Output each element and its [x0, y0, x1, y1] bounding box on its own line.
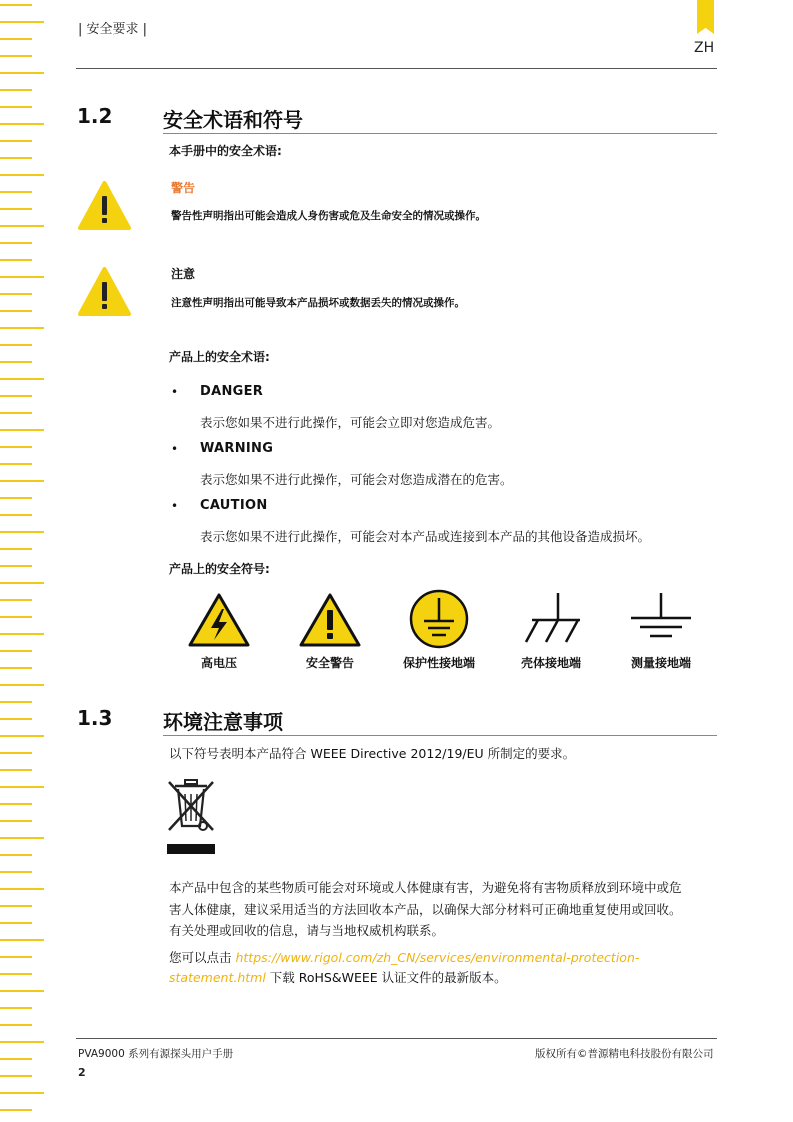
- term-warning-desc: 表示您如果不进行此操作，可能会对您造成潜在的危害。: [200, 472, 513, 487]
- term-danger-desc: 表示您如果不进行此操作，可能会立即对您造成危害。: [200, 415, 501, 430]
- download-prefix: 您可以点击: [169, 950, 236, 965]
- margin-stripe: [0, 429, 44, 431]
- page-number: 2: [78, 1066, 86, 1079]
- symbol-label: 高电压: [200, 656, 237, 670]
- margin-stripe: [0, 514, 32, 516]
- margin-stripe: [0, 225, 44, 227]
- margin-stripe: [0, 1024, 32, 1026]
- margin-stripe: [0, 905, 32, 907]
- warning-triangle-icon: [77, 180, 132, 232]
- footer-divider: [76, 1038, 717, 1039]
- margin-stripe: [0, 939, 44, 941]
- warning-title: 警告: [171, 181, 196, 195]
- language-tab-marker: [697, 0, 714, 34]
- margin-stripe: [0, 497, 32, 499]
- margin-stripe: [0, 786, 44, 788]
- margin-stripe: [0, 1007, 32, 1009]
- margin-stripe: [0, 701, 32, 703]
- margin-stripe: [0, 242, 32, 244]
- margin-stripe: [0, 157, 32, 159]
- margin-stripe: [0, 208, 32, 210]
- margin-stripe: [0, 735, 44, 737]
- bullet-icon: •: [171, 442, 179, 456]
- margin-stripe: [0, 1058, 32, 1060]
- margin-stripe: [0, 616, 32, 618]
- margin-stripe: [0, 293, 32, 295]
- margin-stripe: [0, 361, 32, 363]
- term-danger: DANGER: [200, 384, 264, 399]
- margin-stripe: [0, 55, 32, 57]
- margin-stripe: [0, 684, 44, 686]
- symbol-label: 测量接地端: [630, 656, 691, 670]
- margin-stripe: [0, 174, 44, 176]
- term-warning: WARNING: [200, 441, 274, 456]
- margin-stripe: [0, 837, 44, 839]
- bullet-icon: •: [171, 499, 179, 513]
- margin-stripe: [0, 191, 32, 193]
- weee-intro: 以下符号表明本产品符合 WEEE Directive 2012/19/EU 所制定的要求。: [169, 746, 576, 761]
- weee-crossed-bin-icon: [165, 778, 217, 858]
- measurement-ground-icon: [628, 590, 694, 648]
- margin-stripe: [0, 582, 44, 584]
- header-divider: [76, 68, 717, 69]
- margin-stripe: [0, 446, 32, 448]
- margin-stripe: [0, 871, 32, 873]
- env-paragraph-line: 本产品中包含的某些物质可能会对环境或人体健康有害，为避免将有害物质释放到环境中或危: [169, 880, 682, 895]
- rohs-weee-link-cont[interactable]: statement.html: [169, 970, 266, 985]
- margin-stripe: [0, 1109, 32, 1111]
- protective-earth-icon: [407, 588, 471, 650]
- margin-stripe: [0, 344, 32, 346]
- margin-stripe: [0, 599, 32, 601]
- margin-stripe: [0, 531, 44, 533]
- rohs-weee-link[interactable]: https://www.rigol.com/zh_CN/services/environmental-protection-: [235, 950, 640, 965]
- margin-stripe: [0, 752, 32, 754]
- margin-stripe: [0, 106, 32, 108]
- margin-stripe: [0, 548, 32, 550]
- margin-stripe: [0, 973, 32, 975]
- term-caution-desc: 表示您如果不进行此操作，可能会对本产品或连接到本产品的其他设备造成损坏。: [200, 529, 651, 544]
- high-voltage-icon: [187, 592, 251, 648]
- margin-stripe: [0, 718, 32, 720]
- margin-stripe: [0, 89, 32, 91]
- env-paragraph-line: 有关处理或回收的信息，请与当地权威机构联系。: [169, 923, 445, 938]
- download-suffix: 下载 RoHS&WEEE 认证文件的最新版本。: [265, 970, 507, 985]
- margin-stripe: [0, 854, 32, 856]
- language-tab-label: ZH: [694, 40, 715, 56]
- margin-stripe: [0, 650, 32, 652]
- section-number: 1.3: [77, 706, 113, 730]
- margin-stripe: [0, 922, 32, 924]
- section-number: 1.2: [77, 104, 113, 128]
- margin-stripe: [0, 480, 44, 482]
- margin-stripe: [0, 276, 44, 278]
- margin-stripe: [0, 667, 32, 669]
- header-section-title: | 安全要求 |: [78, 22, 148, 37]
- margin-stripe: [0, 259, 32, 261]
- env-paragraph-line: 害人体健康，建议采用适当的方法回收本产品，以确保大部分材料可正确地重复使用或回收。: [169, 902, 682, 917]
- symbol-label: 安全警告: [305, 656, 354, 670]
- margin-stripe: [0, 1075, 32, 1077]
- section-rule: [163, 735, 717, 736]
- margin-stripe: [0, 123, 44, 125]
- download-paragraph-line2: [169, 968, 507, 986]
- margin-stripe: [0, 1092, 44, 1094]
- symbol-label: 壳体接地端: [520, 656, 581, 670]
- section-title: 环境注意事项: [163, 710, 283, 734]
- caution-text: 注意性声明指出可能导致本产品损坏或数据丢失的情况或操作。: [171, 297, 465, 309]
- product-terms-label: 产品上的安全术语:: [169, 350, 270, 364]
- margin-stripe: [0, 38, 32, 40]
- margin-stripe: [0, 310, 32, 312]
- margin-stripe: [0, 21, 44, 23]
- margin-stripe: [0, 803, 32, 805]
- caution-triangle-icon: [77, 266, 132, 318]
- margin-stripe: [0, 395, 32, 397]
- margin-stripe: [0, 140, 32, 142]
- chassis-ground-icon: [518, 590, 584, 648]
- margin-stripes: [0, 0, 45, 1122]
- caution-title: 注意: [171, 267, 196, 281]
- product-symbols-label: 产品上的安全符号:: [169, 562, 270, 576]
- margin-stripe: [0, 4, 32, 6]
- margin-stripe: [0, 378, 44, 380]
- section-title: 安全术语和符号: [163, 108, 303, 132]
- margin-stripe: [0, 820, 32, 822]
- margin-stripe: [0, 990, 44, 992]
- download-paragraph-line1: [169, 948, 639, 966]
- margin-stripe: [0, 463, 32, 465]
- section-rule: [163, 133, 717, 134]
- bullet-icon: •: [171, 385, 179, 399]
- margin-stripe: [0, 412, 32, 414]
- warning-text: 警告性声明指出可能会造成人身伤害或危及生命安全的情况或操作。: [171, 210, 486, 222]
- margin-stripe: [0, 565, 32, 567]
- safety-warning-icon: [298, 592, 362, 648]
- margin-stripe: [0, 633, 44, 635]
- symbol-label: 保护性接地端: [402, 656, 475, 670]
- margin-stripe: [0, 956, 32, 958]
- manual-terms-label: 本手册中的安全术语:: [169, 144, 282, 158]
- margin-stripe: [0, 327, 44, 329]
- term-caution: CAUTION: [200, 498, 268, 513]
- footer-manual-title: PVA9000 系列有源探头用户手册: [78, 1048, 234, 1060]
- margin-stripe: [0, 769, 32, 771]
- margin-stripe: [0, 1041, 44, 1043]
- margin-stripe: [0, 72, 44, 74]
- footer-copyright: 版权所有©普源精电科技股份有限公司: [535, 1048, 714, 1060]
- margin-stripe: [0, 888, 44, 890]
